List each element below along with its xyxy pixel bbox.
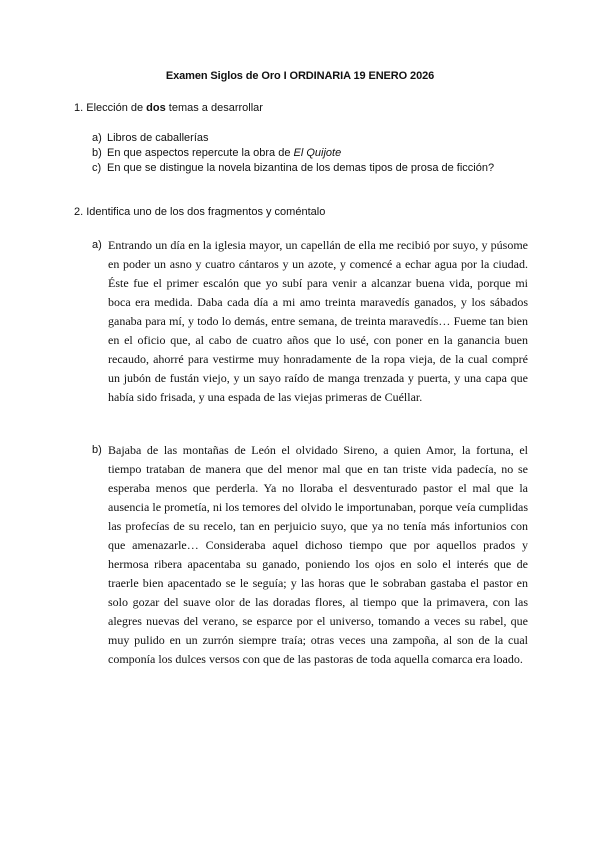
option-c	[92, 161, 494, 176]
fragment-label: b)	[92, 444, 102, 456]
option-label: b)	[92, 147, 102, 159]
fragment-label: a)	[92, 239, 102, 251]
question-1-heading	[74, 102, 263, 114]
option-text-before: En que aspectos repercute la obra de	[107, 147, 294, 159]
option-text: Libros de caballerías	[107, 132, 209, 144]
option-label: a)	[92, 132, 102, 144]
option-label: c)	[92, 162, 102, 174]
option-b	[92, 146, 494, 161]
option-a	[92, 131, 494, 146]
question-1-bold: dos	[146, 102, 166, 114]
exam-title: Examen Siglos de Oro I ORDINARIA 19 ENERO 2026	[165, 70, 435, 82]
question-2-heading: 2. Identifica uno de los dos fragmentos y coméntalo	[74, 206, 326, 218]
option-text: En que se distingue la novela bizantina de los demas tipos de prosa de ficción?	[107, 162, 495, 174]
question-1-options	[92, 131, 494, 176]
fragment-a	[92, 236, 528, 407]
question-1-suffix: temas a desarrollar	[165, 102, 263, 114]
fragment-b	[92, 441, 528, 669]
question-1-prefix: 1. Elección de	[74, 102, 147, 114]
option-text	[107, 146, 341, 161]
fragment-text: Entrando un día en la iglesia mayor, un capellán de ella me recibió por suyo, y púsome en poder un asno y cuatro cántaros y un azote, y comencé a echar agua por la ciudad. Éste fue el primer escalón que yo subí para venir a alcanzar buena vida, porque mi boca era medida. Daba cada día a mi amo treinta maravedís ganados, y los sábados ganaba para mí, y todo lo demás, entre semana, de treinta maravedís… Fueme tan bien en el oficio que, al cabo de cuatro años que lo usé, con poner en la ganancia buen recaudo, ahorré para vestirme muy honradamente de la ropa vieja, de la cual compré un jubón de fustán viejo, y un sayo raído de manga trenzada y puerta, y una capa que había sido frisada, y una espada de las viejas primeras de Cuéllar.	[108, 238, 528, 404]
fragment-text: Bajaba de las montañas de León el olvidado Sireno, a quien Amor, la fortuna, el tiempo trataban de manera que del menor mal que en tan triste vida padecía, no se esperaba menos que perderla. Ya no lloraba el desventurado pastor el mal que la ausencia le prometía, ni los temores del olvido le importunaban, porque veía cumplidas las profecías de su recelo, tan en perjuicio suyo, que ya no tenía más infortunios con que amenazarle… Consideraba aquel dichoso tiempo que por aquellos prados y hermosa ribera apacentaba su ganado, poniendo los ojos en solo el interés que de traerle bien apacentado se le seguía; y las horas que le sobraban gastaba el pastor en solo gozar del suave olor de las doradas flores, al tiempo que la primavera, con las alegres nuevas del verano, se esparce por el universo, tomando a veces su rabel, que muy pulido en un zurrón siempre traía; otras veces una zampoña, al son de la cual componía los dulces versos con que de las pastoras de toda aquella comarca era loado.	[108, 443, 528, 666]
option-text-italic: El Quijote	[293, 147, 342, 159]
